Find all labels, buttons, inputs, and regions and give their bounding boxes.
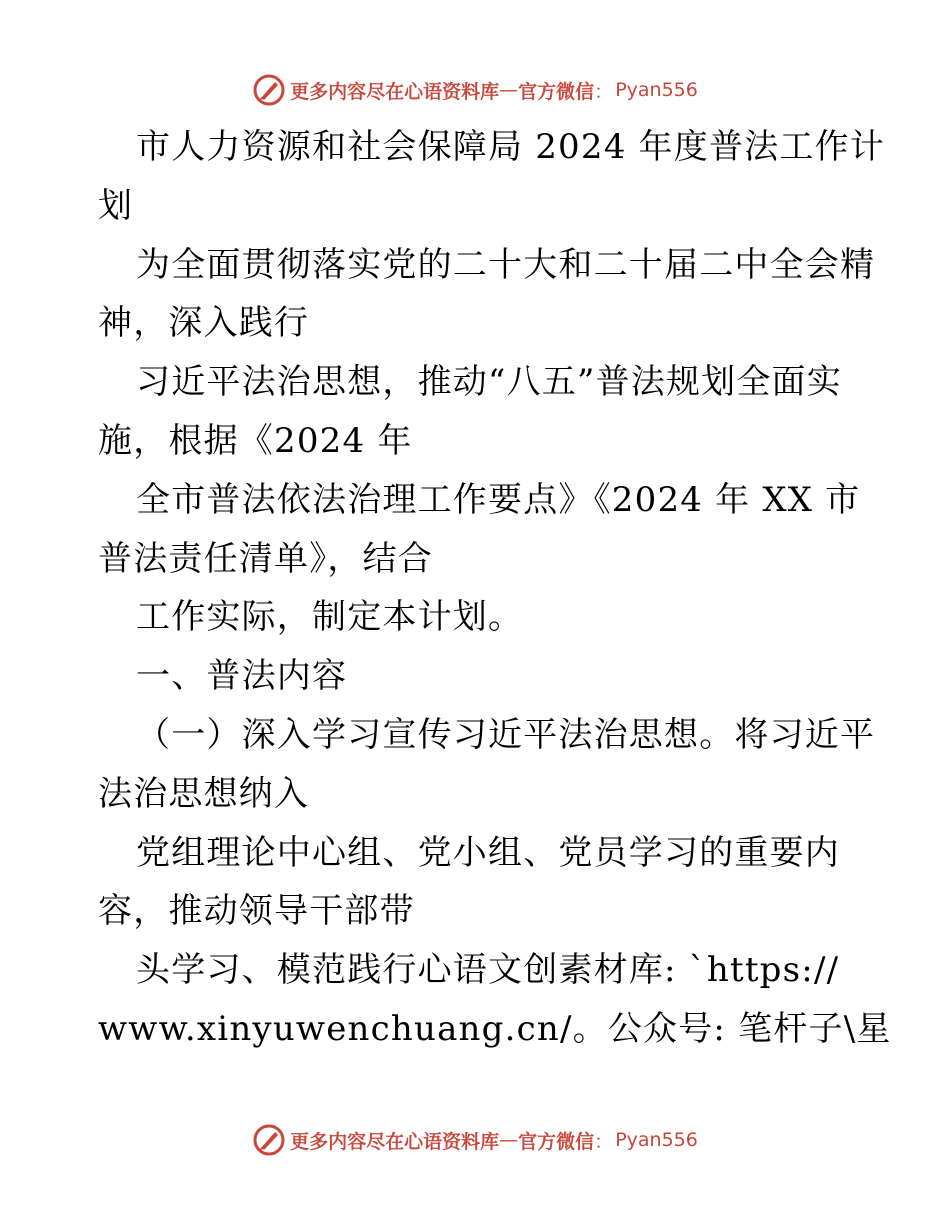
- text-line: 全市普法依法治理工作要点》《2024 年 XX 市: [136, 479, 861, 520]
- text-line: 市人力资源和社会保障局 2024 年度普法工作计: [136, 127, 885, 167]
- banner-brand: 更多内容尽在心语资料库: [290, 80, 500, 103]
- banner-dash: —: [499, 1129, 519, 1151]
- banner-wechat-id: Pyan556: [615, 1129, 698, 1151]
- text-line: 法治思想纳入: [98, 773, 310, 814]
- text-line: 普法责任清单》，结合: [98, 538, 433, 579]
- quill-logo-icon: [252, 73, 286, 107]
- banner-wechat-id: Pyan556: [615, 79, 698, 101]
- text-line: 施，根据《2024 年: [98, 420, 413, 461]
- text-line: 工作实际，制定本计划。: [136, 597, 524, 638]
- header-watermark: [0, 70, 950, 110]
- banner-brand: 更多内容尽在心语资料库: [290, 1130, 500, 1153]
- text-line: www.xinyuwenchuang.cn/。公众号: 笔杆子\星: [98, 1008, 892, 1049]
- text-line: 神，深入践行: [98, 303, 310, 344]
- document-body: [98, 118, 892, 1059]
- banner-dash: —: [499, 79, 519, 101]
- text-line: 为全面贯彻落实党的二十大和二十届二中全会精: [136, 244, 876, 285]
- text-line: 一、普法内容: [136, 656, 348, 697]
- banner-colon: ：: [594, 1130, 614, 1153]
- text-line: 划: [98, 185, 134, 226]
- banner-colon: ：: [594, 80, 614, 103]
- banner-wechat-label: 官方微信: [518, 80, 595, 103]
- footer-watermark: [0, 1120, 950, 1160]
- quill-logo-icon: [252, 1123, 286, 1157]
- text-line: 头学习、模范践行心语文创素材库: `https://: [136, 950, 840, 991]
- text-line: 习近平法治思想，推动“八五”普法规划全面实: [136, 362, 842, 403]
- banner-wechat-label: 官方微信: [518, 1130, 595, 1153]
- text-line: （一）深入学习宣传习近平法治思想。将习近平: [136, 714, 876, 755]
- text-line: 容，推动领导干部带: [98, 891, 415, 932]
- text-line: 党组理论中心组、党小组、党员学习的重要内: [136, 832, 840, 873]
